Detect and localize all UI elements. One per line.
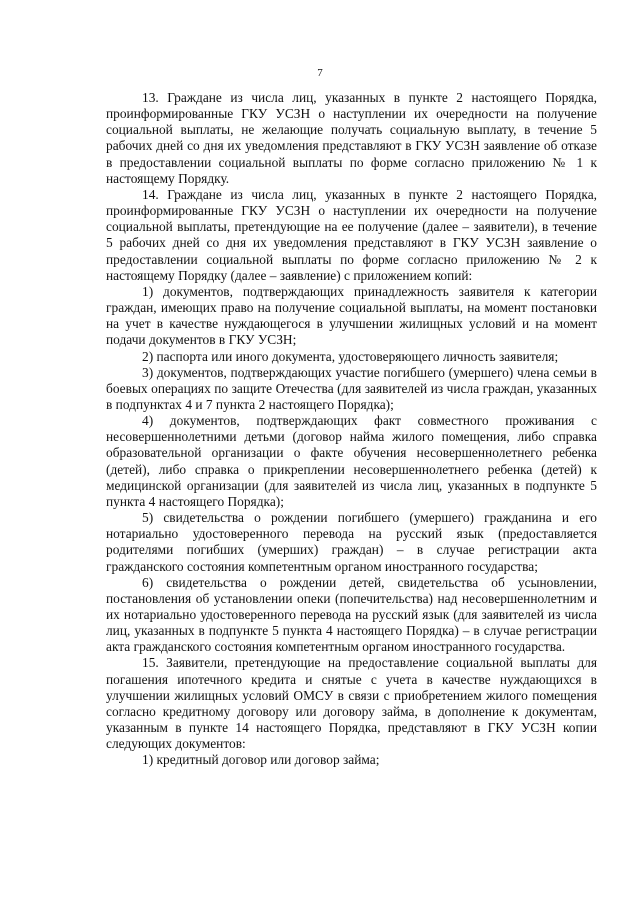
paragraph-15: 15. Заявители, претендующие на предоставление социальной выплаты для погашения ипотечного кредита и снятые с учета в качестве нуждающихся в улучшении жилищных условий ОМСУ в связи с приобретением жилого помещения согласно кредитному договору или договору займа, в дополнение к документам, указанным в пункте 14 настоящего Порядка, представляют в ГКУ УСЗН копии следующих документов: [106,655,597,752]
paragraph-13: 13. Граждане из числа лиц, указанных в пункте 2 настоящего Порядка, проинформированные ГКУ УСЗН о наступлении их очередности на получение социальной выплаты, не желающие получать социальную выплату, в течение 5 рабочих дней со дня их уведомления представляют в ГКУ УСЗН заявление об отказе в предоставлении социальной выплаты по форме согласно приложению № 1 к настоящему Порядку. [106,90,597,186]
list-item-5: 5) свидетельства о рождении погибшего (умершего) гражданина и его нотариально удостоверенного перевода на русский язык (предоставляется родителями погибших (умерших) граждан) – в случае регистрации акта гражданского состояния компетентным органом иностранного государства; [106,510,597,574]
list-item-3: 3) документов, подтверждающих участие погибшего (умершего) члена семьи в боевых операциях по защите Отечества (для заявителей из числа граждан, указанных в подпунктах 4 и 7 пункта 2 настоящего Порядка); [106,364,597,412]
list-item-6: 6) свидетельства о рождении детей, свидетельства об усыновлении, постановления об установлении опеки (попечительства) над несовершеннолетним и их нотариально удостоверенного перевода на русский язык (для заявителей из числа лиц, указанных в подпункте 5 пункта 4 настоящего Порядка) – в случае регистрации акта гражданского состояния компетентным органом иностранного государства. [106,574,597,655]
document-body [106,90,597,769]
list-item-2: 2) паспорта или иного документа, удостоверяющего личность заявителя; [142,348,559,364]
page-number: 7 [317,67,323,79]
list-item-1: 1) документов, подтверждающих принадлежность заявителя к категории граждан, имеющих право на получение социальной выплаты, на момент постановки на учет в качестве нуждающегося в улучшении жилищных условий и на момент подачи документов в ГКУ УСЗН; [106,283,597,348]
paragraph-14: 14. Граждане из числа лиц, указанных в пункте 2 настоящего Порядка, проинформированные ГКУ УСЗН о наступлении их очередности на получение социальной выплаты, претендующие на ее получение (далее – заявители), в течение 5 рабочих дней со дня их уведомления представляют в ГКУ УСЗН заявление о предоставлении социальной выплаты по форме согласно приложению № 2 к настоящему Порядку (далее – заявление) с приложением копий: [106,186,597,283]
list-item-4: 4) документов, подтверждающих факт совместного проживания с несовершеннолетними детьми (договор найма жилого помещения, либо справка образовательной организации о факте обучения несовершеннолетнего ребенка (детей), либо справка о прикреплении несовершеннолетнего ребенка (детей) к медицинской организации (для заявителей из числа лиц, указанных в подпункте 5 пункта 4 настоящего Порядка); [106,413,597,509]
paragraph-15-item-1: 1) кредитный договор или договор займа; [142,752,380,768]
